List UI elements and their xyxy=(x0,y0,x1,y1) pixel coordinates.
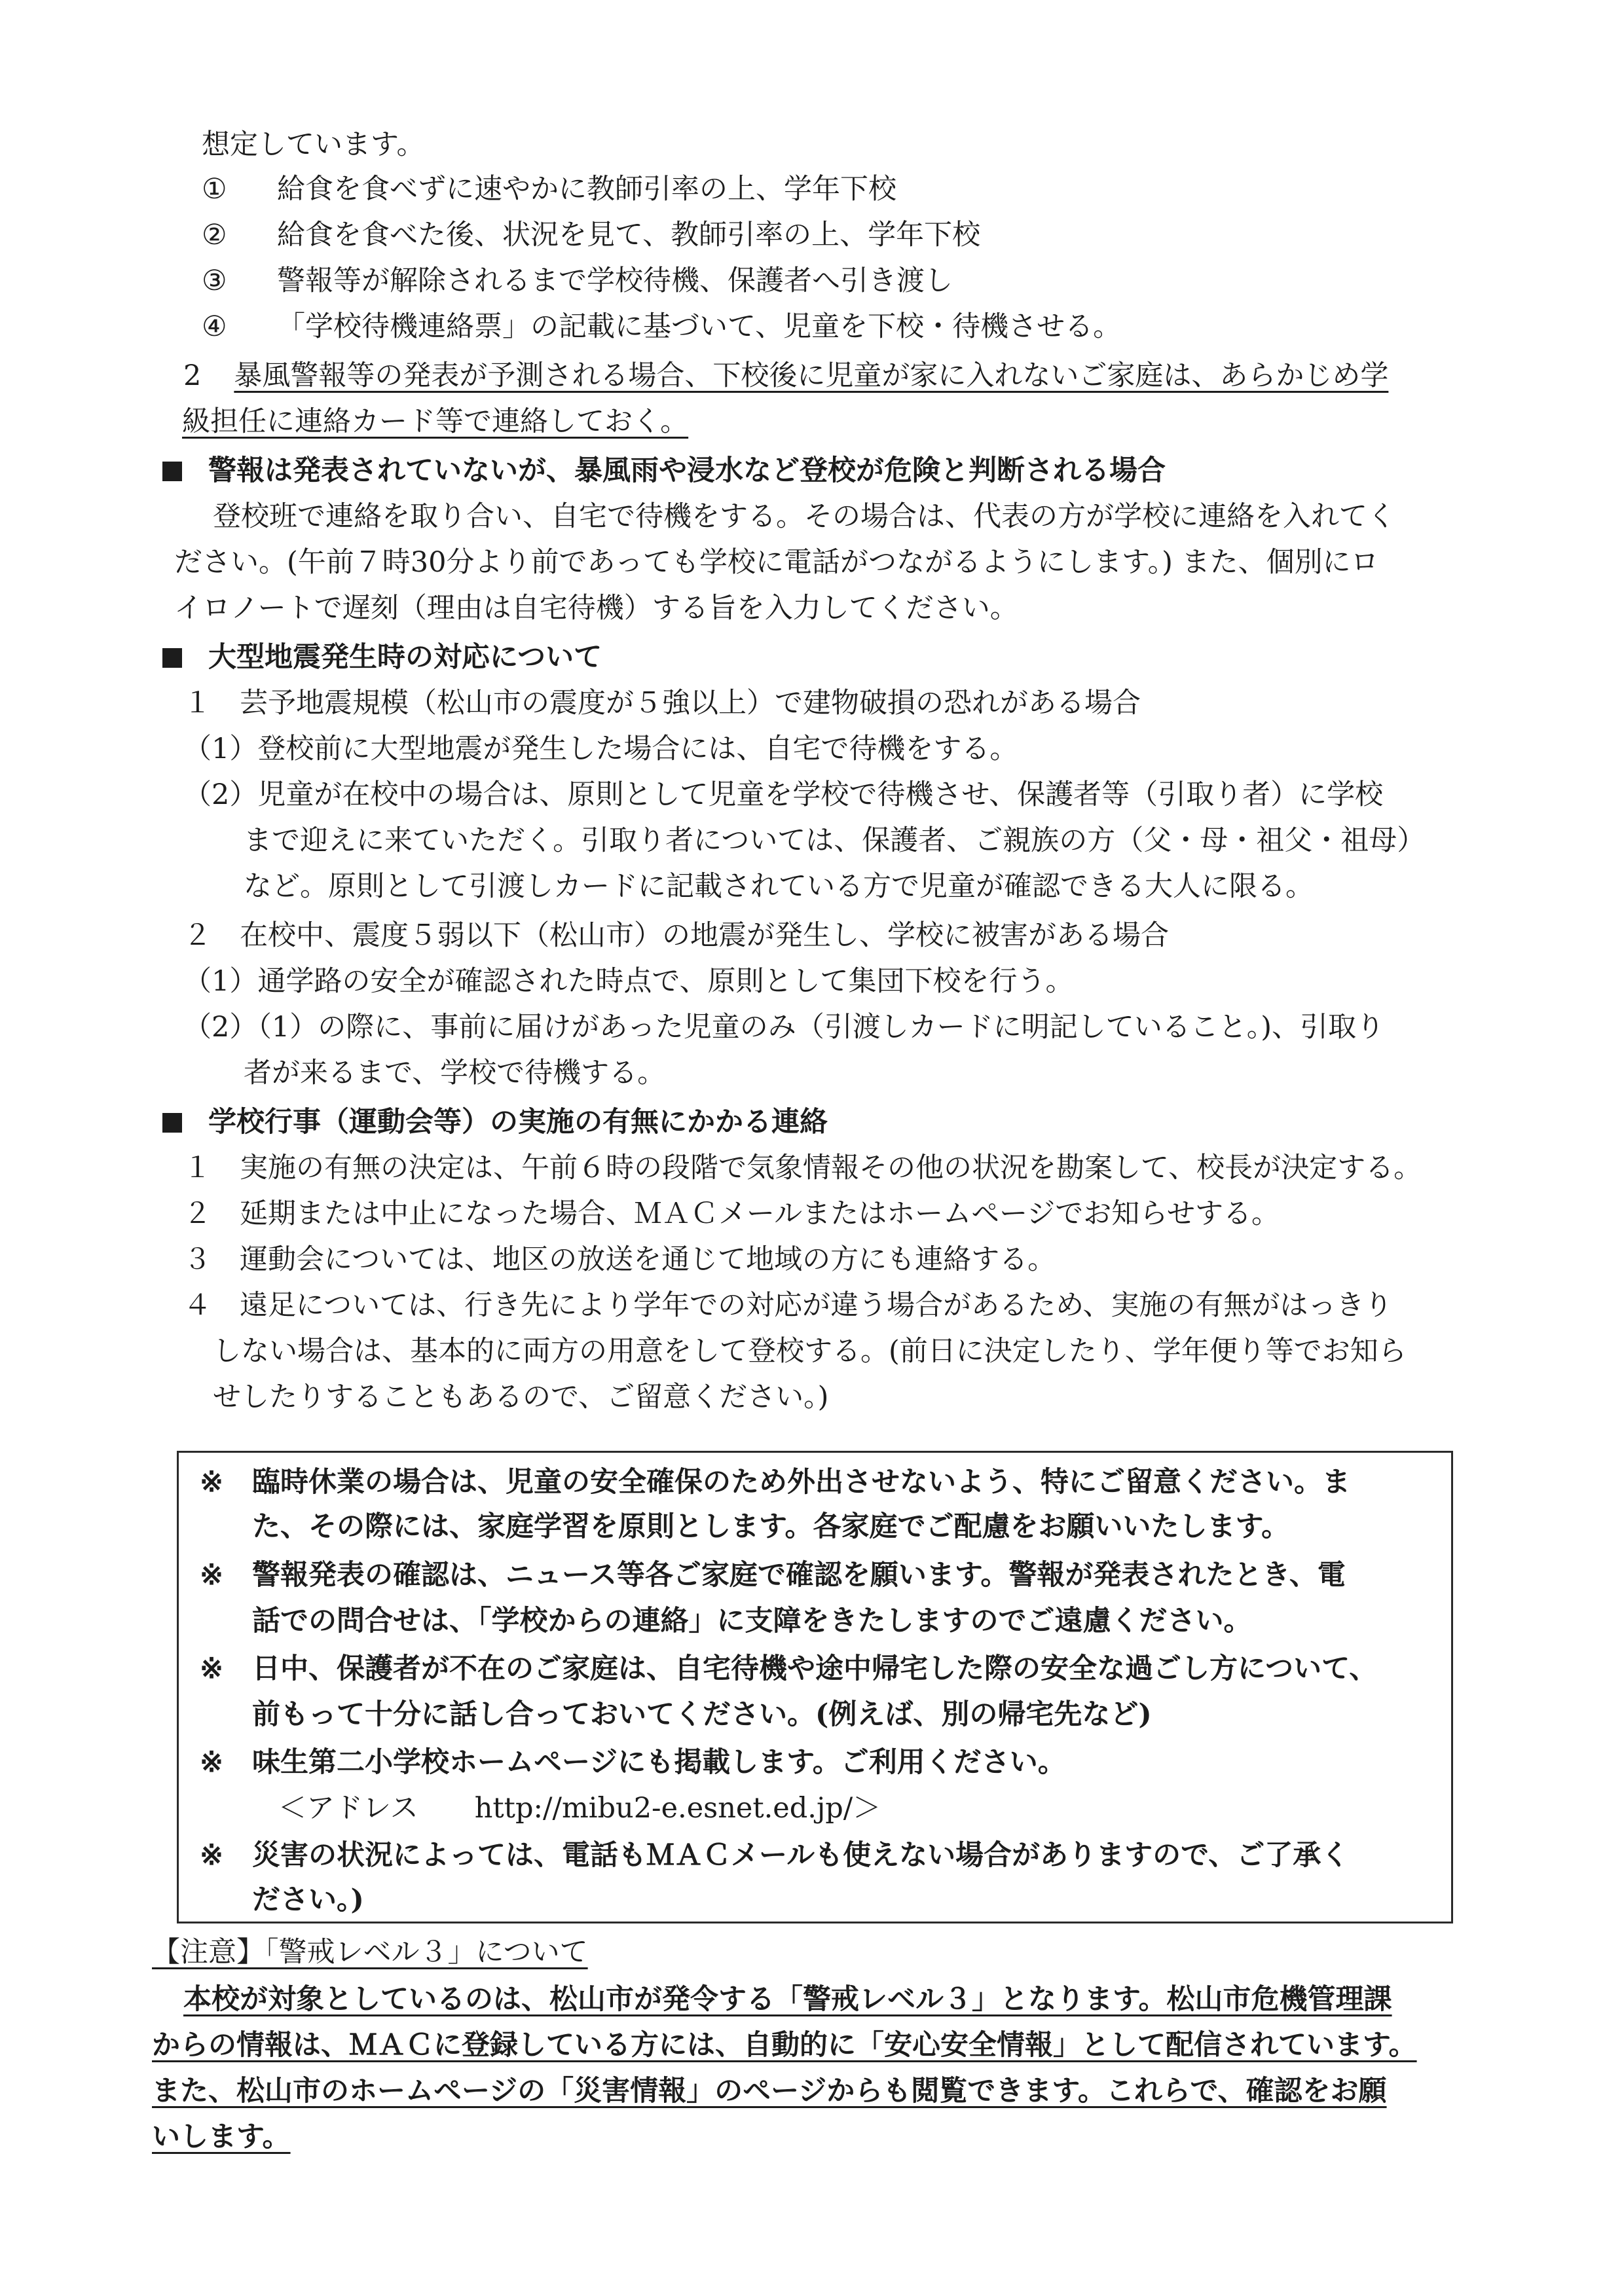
quake-text: （1）通学路の安全が確認された時点で、原則として集団下校を行う。 xyxy=(183,965,1074,998)
notice-item: ※ 臨時休業の場合は、児童の安全確保のため外出させないよう、特にご留意ください。ま xyxy=(200,1466,1350,1499)
reference-mark: ※ xyxy=(200,1746,224,1779)
notice-item: ※ 味生第二小学校ホームページにも掲載します。ご利用ください。 xyxy=(200,1746,1066,1779)
caution-text: からの情報は、ＭＡＣに登録している方には、自動的に「安心安全情報」として配信されています。 xyxy=(152,2029,1417,2062)
reference-mark: ※ xyxy=(200,1466,224,1499)
notice-text: ださい。) xyxy=(252,1884,364,1916)
events-text: ４ 遠足については、行き先により学年での対応が違う場合があるため、実施の有無がはっきり xyxy=(183,1289,1393,1322)
reference-mark: ※ xyxy=(200,1559,224,1592)
quake-text: （2）（1）の際に、事前に届けがあった児童のみ（引渡しカードに明記していること。)、引取り xyxy=(183,1011,1385,1044)
option-item: ② 給食を食べた後、状況を見て、教師引率の上、学年下校 xyxy=(202,219,981,251)
caution-text: いします。 xyxy=(152,2121,291,2153)
bullet-square-icon xyxy=(162,648,182,668)
section-heading-earthquake: 大型地震発生時の対応について xyxy=(162,642,602,674)
caution-text: 本校が対象としているのは、松山市が発令する「警戒レベル３」となります。松山市危機管理課 xyxy=(183,1983,1392,2016)
quake-text: 者が来るまで、学校で待機する。 xyxy=(244,1057,666,1089)
caution-heading: 【注意】「警戒レベル３」について xyxy=(152,1936,588,1969)
quake-text: ２ 在校中、震度５弱以下（松山市）の地震が発生し、学校に被害がある場合 xyxy=(183,919,1169,952)
reference-mark: ※ xyxy=(200,1652,224,1685)
events-text: １ 実施の有無の決定は、午前６時の段階で気象情報その他の状況を勘案して、校長が決定する。 xyxy=(183,1152,1422,1184)
risk-text: イロノートで遅刻（理由は自宅待機）する旨を入力してください。 xyxy=(174,592,1018,625)
quake-text: （1）登校前に大型地震が発生した場合には、自宅で待機をする。 xyxy=(183,733,1018,765)
notice-item: ※ 警報発表の確認は、ニュース等各ご家庭で確認を願います。警報が発表されたとき、電 xyxy=(200,1559,1346,1592)
risk-text: ださい。(午前７時30分より前であっても学校に電話がつながるようにします。) また、個別にロ xyxy=(174,546,1379,579)
intro-text: 想定しています。 xyxy=(202,128,425,161)
quake-text: （2）児童が在校中の場合は、原則として児童を学校で待機させ、保護者等（引取り者）に学校 xyxy=(183,778,1384,811)
option-item: ④ 「学校待機連絡票」の記載に基づいて、児童を下校・待機させる。 xyxy=(202,310,1122,343)
item-2: 2 暴風警報等の発表が予測される場合、下校後に児童が家に入れないご家庭は、あらかじめ学 xyxy=(183,359,1389,392)
option-item: ① 給食を食べずに速やかに教師引率の上、学年下校 xyxy=(202,173,896,206)
section-heading-events: 学校行事（運動会等）の実施の有無にかかる連絡 xyxy=(162,1106,828,1139)
bullet-square-icon xyxy=(162,462,182,481)
risk-text: 登校班で連絡を取り合い、自宅で待機をする。その場合は、代表の方が学校に連絡を入れてく xyxy=(213,500,1395,533)
caution-text: また、松山市のホームページの「災害情報」のページからも閲覧できます。これらで、確認をお願 xyxy=(152,2075,1387,2107)
notice-text: た、その際には、家庭学習を原則とします。各家庭でご配慮をお願いいたします。 xyxy=(252,1510,1290,1543)
option-item: ③ 警報等が解除されるまで学校待機、保護者へ引き渡し xyxy=(202,264,953,297)
section-heading-risk: 警報は発表されていないが、暴風雨や浸水など登校が危険と判断される場合 xyxy=(162,455,1166,487)
quake-text: １ 芸予地震規模（松山市の震度が５強以上）で建物破損の恐れがある場合 xyxy=(183,687,1141,720)
quake-text: まで迎えに来ていただく。引取り者については、保護者、ご親族の方（父・母・祖父・祖母） xyxy=(244,824,1426,857)
events-text: ３ 運動会については、地区の放送を通じて地域の方にも連絡する。 xyxy=(183,1243,1056,1276)
notice-text: 話での問合せは、「学校からの連絡」に支障をきたしますのでご遠慮ください。 xyxy=(252,1605,1252,1637)
notice-item: ※ 災害の状況によっては、電話もＭＡＣメールも使えない場合がありますので、ご了承く xyxy=(200,1839,1350,1872)
quake-text: など。原則として引渡しカードに記載されている方で児童が確認できる大人に限る。 xyxy=(244,870,1314,903)
events-text: ２ 延期または中止になった場合、ＭＡＣメールまたはホームページでお知らせする。 xyxy=(183,1197,1280,1230)
notice-item: ※ 日中、保護者が不在のご家庭は、自宅待機や途中帰宅した際の安全な過ごし方について、 xyxy=(200,1652,1378,1685)
events-text: しない場合は、基本的に両方の用意をして登校する。(前日に決定したり、学年便り等でお知ら xyxy=(213,1335,1407,1368)
reference-mark: ※ xyxy=(200,1839,224,1872)
events-text: せしたりすることもあるので、ご留意ください。) xyxy=(213,1381,829,1413)
homepage-address: ＜アドレス http://mibu2-e.esnet.ed.jp/＞ xyxy=(278,1792,881,1825)
notice-text: 前もって十分に話し合っておいてください。(例えば、別の帰宅先など) xyxy=(252,1698,1152,1731)
bullet-square-icon xyxy=(162,1113,182,1133)
item-2-continued: 級担任に連絡カード等で連絡しておく。 xyxy=(182,405,689,438)
